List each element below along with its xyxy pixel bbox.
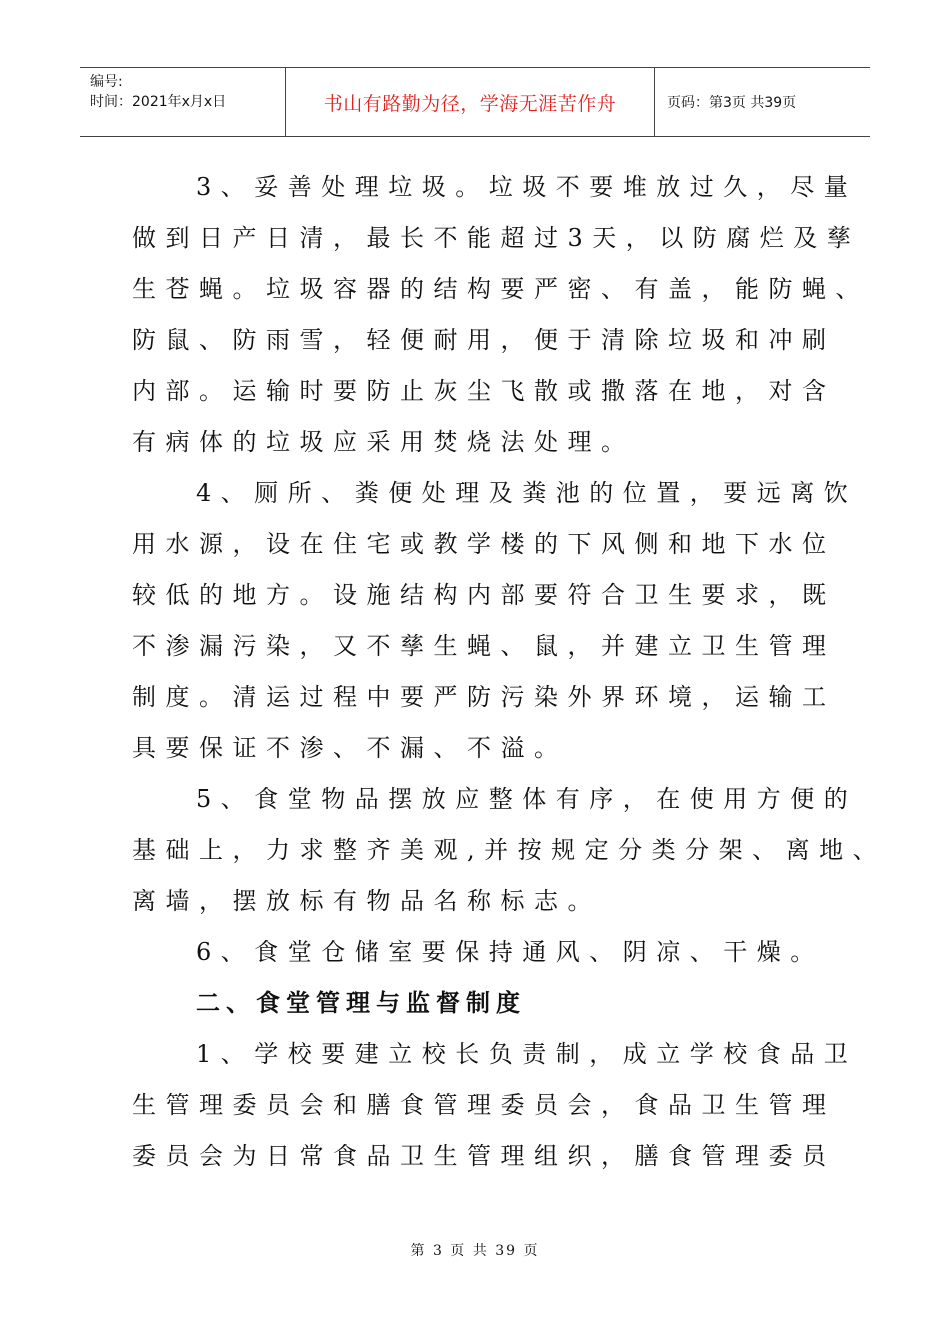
paragraph-line: 1、学校要建立校长负责制，成立学校食品卫 bbox=[196, 1040, 858, 1068]
paragraph-line: 委员会为日常食品卫生管理组织，膳食管理委员 bbox=[132, 1142, 836, 1170]
paragraph-line: 5、食堂物品摆放应整体有序，在使用方便的 bbox=[196, 785, 858, 813]
paragraph-line: 生管理委员会和膳食管理委员会，食品卫生管理 bbox=[132, 1091, 836, 1119]
paragraph-line: 基础上，力求整齐美观,并按规定分类分架、离地、 bbox=[132, 836, 887, 864]
paragraph-line: 离墙，摆放标有物品名称标志。 bbox=[132, 887, 601, 915]
header-motto: 书山有路勤为径，学海无涯苦作舟 bbox=[285, 68, 655, 136]
header-page-info: 页码：第3页 共39页 bbox=[667, 95, 797, 111]
paragraph-line: 不渗漏污染，又不孳生蝇、鼠，并建立卫生管理 bbox=[132, 632, 836, 660]
paragraph-line: 4、厕所、粪便处理及粪池的位置，要远离饮 bbox=[196, 479, 858, 507]
paragraph-line: 6、食堂仓储室要保持通风、阴凉、干燥。 bbox=[196, 938, 824, 966]
document-body bbox=[132, 162, 887, 1182]
paragraph-line: 较低的地方。设施结构内部要符合卫生要求，既 bbox=[132, 581, 836, 609]
paragraph-line: 制度。清运过程中要严防污染外界环境，运输工 bbox=[132, 683, 836, 711]
paragraph-line: 生苍蝇。垃圾容器的结构要严密、有盖，能防蝇、 bbox=[132, 275, 869, 303]
section-heading: 二、食堂管理与监督制度 bbox=[196, 989, 526, 1017]
paragraph-line: 防鼠、防雨雪，轻便耐用，便于清除垃圾和冲刷 bbox=[132, 326, 836, 354]
header-left bbox=[80, 68, 285, 136]
paragraph-line: 具要保证不渗、不漏、不溢。 bbox=[132, 734, 568, 762]
page-header bbox=[80, 67, 870, 137]
paragraph-line: 用水源，设在住宅或教学楼的下风侧和地下水位 bbox=[132, 530, 836, 558]
page-footer: 第 3 页 共 39 页 bbox=[410, 1243, 540, 1259]
number-label: 编号: bbox=[90, 74, 123, 90]
paragraph-line: 有病体的垃圾应采用焚烧法处理。 bbox=[132, 428, 635, 456]
time-label: 时间：2021年x月x日 bbox=[90, 94, 227, 110]
paragraph-line: 内部。运输时要防止灰尘飞散或撒落在地，对含 bbox=[132, 377, 836, 405]
paragraph-line: 做到日产日清，最长不能超过3天，以防腐烂及孳 bbox=[132, 224, 861, 252]
paragraph-line: 3、妥善处理垃圾。垃圾不要堆放过久，尽量 bbox=[196, 173, 858, 201]
